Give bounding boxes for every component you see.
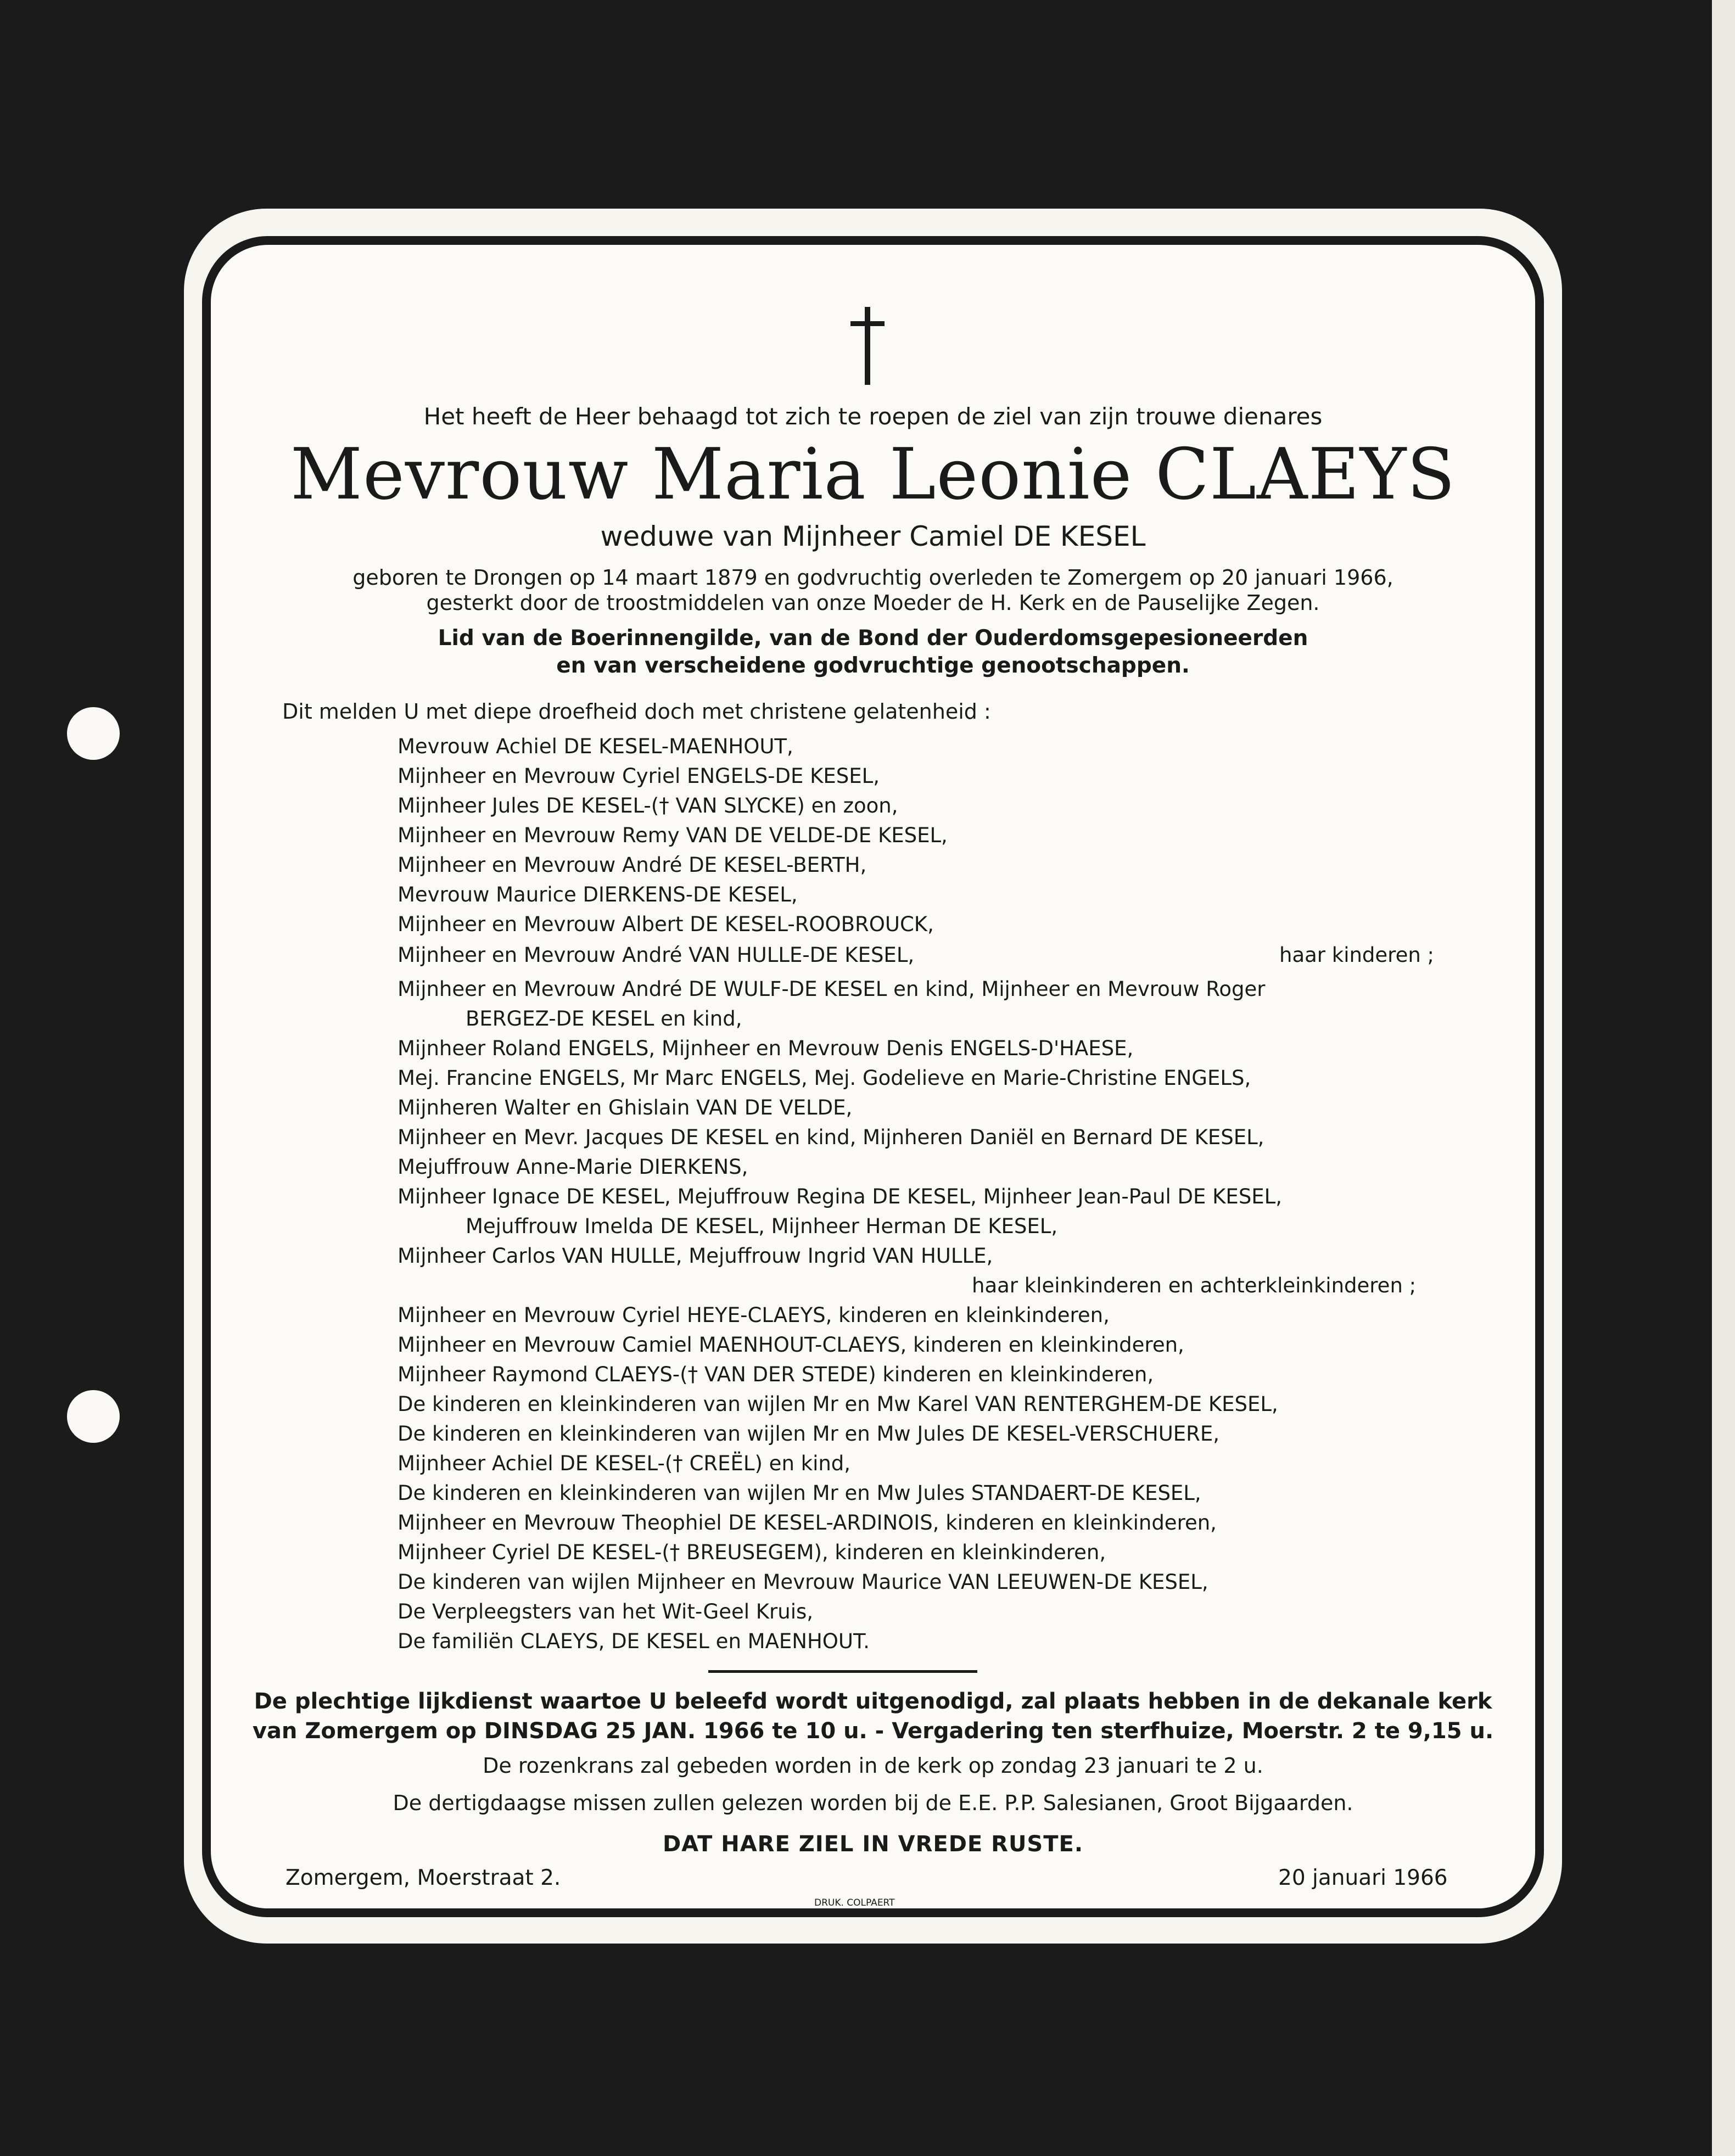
punch-hole-bottom	[67, 1390, 120, 1443]
notice-date: 20 januari 1966	[1278, 1866, 1448, 1890]
birth-death-line-2: gesterkt door de troostmiddelen van onze Moeder de H. Kerk en de Pauselijke Zegen.	[426, 591, 1320, 615]
widow-line: weduwe van Mijnheer Camiel DE KESEL	[600, 520, 1146, 552]
address: Zomergem, Moerstraat 2.	[286, 1866, 561, 1890]
announcement-message: Dit melden U met diepe droefheid doch met christene gelatenheid :	[282, 699, 991, 724]
funeral-service-line-1: De plechtige lijkdienst waartoe U beleefd wordt uitgenodigd, zal plaats hebben in de dekanale kerk	[254, 1689, 1492, 1714]
list-item: Mevrouw Achiel DE KESEL-MAENHOUT,	[398, 735, 793, 758]
list-item: Mijnheer en Mevrouw Camiel MAENHOUT-CLAEYS, kinderen en kleinkinderen,	[398, 1333, 1184, 1357]
list-item: Mijnheer Raymond CLAEYS-(† VAN DER STEDE) kinderen en kleinkinderen,	[398, 1363, 1154, 1386]
list-item: Mijnheer Achiel DE KESEL-(† CREËL) en kind,	[398, 1452, 851, 1475]
birth-death-line-1: geboren te Drongen op 14 maart 1879 en godvruchtig overleden te Zomergem op 20 januari 1966,	[352, 565, 1393, 590]
list-item: De familiën CLAEYS, DE KESEL en MAENHOUT.	[398, 1629, 870, 1653]
list-item: Mijnheren Walter en Ghislain VAN DE VELDE,	[398, 1096, 853, 1119]
grandchildren-label: haar kleinkinderen en achterkleinkinderen ;	[972, 1274, 1417, 1297]
deceased-name: Mevrouw Maria Leonie CLAEYS	[290, 434, 1456, 516]
rosary-line: De rozenkrans zal gebeden worden in de kerk op zondag 23 januari te 2 u.	[483, 1754, 1263, 1778]
list-item: Mijnheer en Mevrouw André DE WULF-DE KESEL en kind, Mijnheer en Mevrouw Roger	[398, 977, 1266, 1001]
divider-line	[708, 1670, 977, 1673]
list-item: Mejuffrouw Imelda DE KESEL, Mijnheer Herman DE KESEL,	[466, 1214, 1058, 1238]
printer-credit: DRUK. COLPAERT	[814, 1897, 895, 1908]
paper-edge	[1712, 0, 1735, 2156]
list-item: De kinderen en kleinkinderen van wijlen Mr en Mw Karel VAN RENTERGHEM-DE KESEL,	[398, 1392, 1278, 1416]
list-item: Mijnheer Roland ENGELS, Mijnheer en Mevrouw Denis ENGELS-D'HAESE,	[398, 1037, 1134, 1060]
list-item: Mijnheer Carlos VAN HULLE, Mejuffrouw Ingrid VAN HULLE,	[398, 1244, 993, 1268]
list-item: Mijnheer en Mevrouw Albert DE KESEL-ROOBROUCK,	[398, 912, 934, 936]
masses-line: De dertigdaagse missen zullen gelezen worden bij de E.E. P.P. Salesianen, Groot Bijgaarden.	[393, 1791, 1353, 1815]
list-item: Mijnheer en Mevrouw Remy VAN DE VELDE-DE KESEL,	[398, 824, 948, 847]
list-item: Mijnheer en Mevrouw André DE KESEL-BERTH,	[398, 853, 867, 877]
list-item: Mevrouw Maurice DIERKENS-DE KESEL,	[398, 883, 798, 906]
list-item: De kinderen en kleinkinderen van wijlen Mr en Mw Jules STANDAERT-DE KESEL,	[398, 1481, 1201, 1505]
membership-line-2: en van verscheidene godvruchtige genootschappen.	[556, 653, 1190, 678]
list-item: Mijnheer en Mevrouw Cyriel ENGELS-DE KESEL,	[398, 764, 880, 788]
list-item: Mijnheer en Mevrouw Cyriel HEYE-CLAEYS, kinderen en kleinkinderen,	[398, 1303, 1110, 1327]
punch-hole-top	[67, 707, 120, 760]
list-item: Mejuffrouw Anne-Marie DIERKENS,	[398, 1155, 748, 1179]
latin-cross-icon	[841, 305, 896, 387]
list-item: De kinderen van wijlen Mijnheer en Mevrouw Maurice VAN LEEUWEN-DE KESEL,	[398, 1570, 1208, 1594]
list-item: De kinderen en kleinkinderen van wijlen Mr en Mw Jules DE KESEL-VERSCHUERE,	[398, 1422, 1220, 1446]
list-item: Mijnheer Jules DE KESEL-(† VAN SLYCKE) en zoon,	[398, 794, 898, 817]
children-label: haar kinderen ;	[1279, 943, 1435, 967]
intro-text: Het heeft de Heer behaagd tot zich te roepen de ziel van zijn trouwe dienares	[423, 403, 1323, 430]
membership-line-1: Lid van de Boerinnengilde, van de Bond der Ouderdomsgepesioneerden	[438, 626, 1308, 651]
list-item: BERGEZ-DE KESEL en kind,	[466, 1007, 742, 1031]
list-item: Mijnheer en Mevrouw André VAN HULLE-DE KESEL,	[398, 943, 915, 967]
list-item: Mijnheer Ignace DE KESEL, Mejuffrouw Regina DE KESEL, Mijnheer Jean-Paul DE KESEL,	[398, 1185, 1283, 1208]
funeral-service-line-2: van Zomergem op DINSDAG 25 JAN. 1966 te 10 u. - Vergadering ten sterfhuize, Moerstr. 2 te 9,15 u.	[252, 1718, 1494, 1744]
list-item: Mijnheer en Mevr. Jacques DE KESEL en kind, Mijnheren Daniël en Bernard DE KESEL,	[398, 1125, 1264, 1149]
list-item: De Verpleegsters van het Wit-Geel Kruis,	[398, 1600, 814, 1623]
list-item: Mijnheer Cyriel DE KESEL-(† BREUSEGEM), kinderen en kleinkinderen,	[398, 1541, 1106, 1564]
list-item: Mej. Francine ENGELS, Mr Marc ENGELS, Mej. Godelieve en Marie-Christine ENGELS,	[398, 1066, 1251, 1090]
list-item: Mijnheer en Mevrouw Theophiel DE KESEL-ARDINOIS, kinderen en kleinkinderen,	[398, 1511, 1217, 1535]
rest-in-peace-line: DAT HARE ZIEL IN VREDE RUSTE.	[662, 1832, 1084, 1857]
